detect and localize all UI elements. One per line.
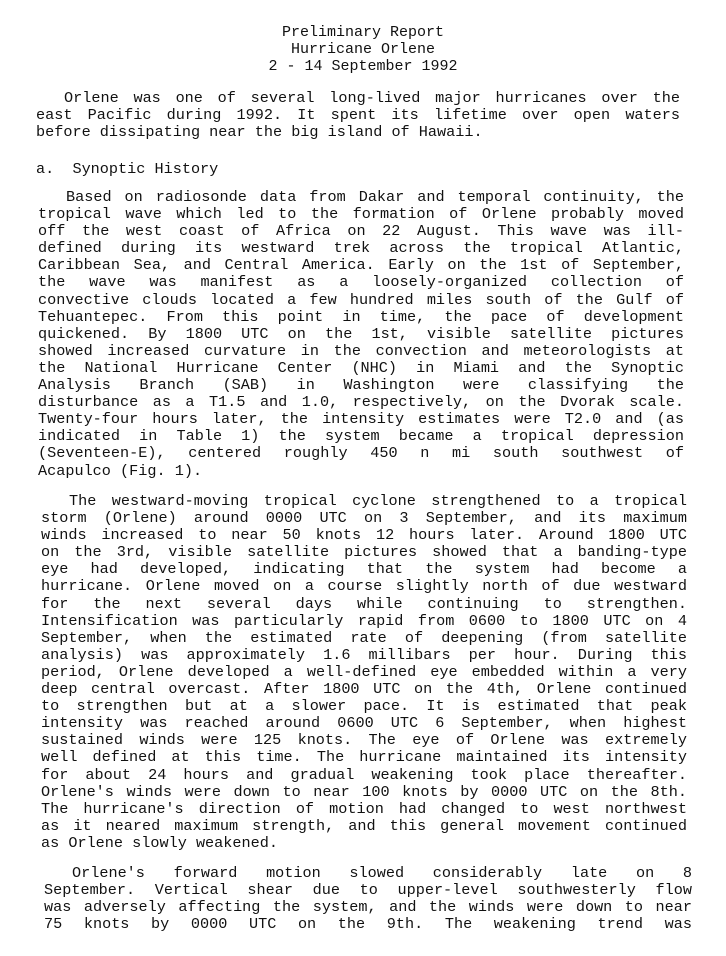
text-line: showed increased curvature in the convection and meteorologists at (38, 341, 684, 360)
report-title: Preliminary Report (281, 24, 445, 41)
text-line: September. Vertical shear due to upper-level southwesterly flow (44, 881, 692, 900)
text-line: on the 3rd, visible satellite pictures showed that a banding-type (41, 543, 687, 562)
text-line: September, when the estimated rate of deepening (from satellite (41, 628, 687, 647)
text-line: off the west coast of Africa on 22 August. This wave was ill- (38, 222, 684, 241)
text-line: quickened. By 1800 UTC on the 1st, visible satellite pictures (38, 324, 684, 343)
text-line: the wave was manifest as a loosely-organized collection of (38, 273, 684, 292)
text-line: the National Hurricane Center (NHC) in Miami and the Synoptic (38, 358, 684, 377)
paragraph-synoptic-1 (38, 189, 684, 480)
text-line: Orlene's forward motion slowed considerably late on 8 (72, 864, 692, 882)
text-line: period, Orlene developed a well-defined eye embedded within a very (41, 662, 687, 681)
text-line: for the next several days while continuing to strengthen. (41, 594, 687, 613)
text-line: before dissipating near the big island of Hawaii. (36, 123, 483, 142)
text-line: well defined at this time. The hurricane maintained its intensity (41, 748, 687, 767)
text-line: Twenty-four hours later, the intensity estimates were T2.0 and (as (38, 410, 684, 429)
text-line: east Pacific during 1992. It spent its lifetime over open waters (36, 106, 680, 125)
paragraph-synoptic-3 (44, 865, 692, 933)
text-line: sustained winds were 125 knots. The eye of Orlene was extremely (41, 731, 687, 750)
text-line: defined during its westward trek across the tropical Atlantic, (38, 239, 684, 258)
text-line: intensity was reached around 0600 UTC 6 September, when highest (41, 714, 687, 733)
text-line: Tehuantepec. From this point in time, the pace of development (38, 307, 684, 326)
intro-paragraph (36, 90, 680, 141)
text-line: winds increased to near 50 knots 12 hours later. Around 1800 UTC (41, 526, 687, 545)
text-line: hurricane. Orlene moved on a course slightly north of due westward (41, 577, 687, 596)
report-storm-name: Hurricane Orlene (290, 41, 436, 58)
text-line: 75 knots by 0000 UTC on the 9th. The weakening trend was (44, 915, 692, 934)
text-line: Analysis Branch (SAB) in Washington were classifying the (38, 376, 684, 395)
text-line: tropical wave which led to the formation of Orlene probably moved (38, 205, 684, 224)
text-line: eye had developed, indicating that the system had become a (41, 560, 687, 579)
text-line: was adversely affecting the system, and the winds were down to near (44, 898, 692, 917)
text-line: Orlene's winds were down to near 100 knots by 0000 UTC on the 8th. (41, 782, 687, 801)
report-title-block (0, 24, 726, 75)
text-line: Intensification was particularly rapid from 0600 to 1800 UTC on 4 (41, 611, 687, 630)
text-line: Orlene was one of several long-lived major hurricanes over the (64, 89, 680, 107)
text-line: as Orlene slowly weakened. (41, 833, 278, 852)
text-line: disturbance as a T1.5 and 1.0, respectively, on the Dvorak scale. (38, 393, 684, 412)
text-line: for about 24 hours and gradual weakening took place thereafter. (41, 765, 687, 784)
text-line: Caribbean Sea, and Central America. Early on the 1st of September, (38, 256, 684, 275)
text-line: to strengthen but at a slower pace. It is estimated that peak (41, 697, 687, 716)
paragraph-synoptic-2 (41, 493, 687, 852)
text-line: storm (Orlene) around 0000 UTC on 3 September, and its maximum (41, 509, 687, 528)
section-heading: a. Synoptic History (36, 160, 219, 178)
text-line: Based on radiosonde data from Dakar and temporal continuity, the (66, 188, 684, 206)
text-line: deep central overcast. After 1800 UTC on the 4th, Orlene continued (41, 680, 687, 699)
report-date-range: 2 - 14 September 1992 (268, 58, 458, 75)
text-line: The hurricane's direction of motion had changed to west northwest (41, 799, 687, 818)
text-line: Acapulco (Fig. 1). (38, 461, 203, 480)
text-line: convective clouds located a few hundred miles south of the Gulf of (38, 290, 684, 309)
text-line: The westward-moving tropical cyclone strengthened to a tropical (69, 492, 687, 510)
text-line: as it neared maximum strength, and this general movement continued (41, 816, 687, 835)
text-line: analysis) was approximately 1.6 millibars per hour. During this (41, 645, 687, 664)
text-line: (Seventeen-E), centered roughly 450 n mi south southwest of (38, 444, 684, 463)
text-line: indicated in Table 1) the system became a tropical depression (38, 427, 684, 446)
